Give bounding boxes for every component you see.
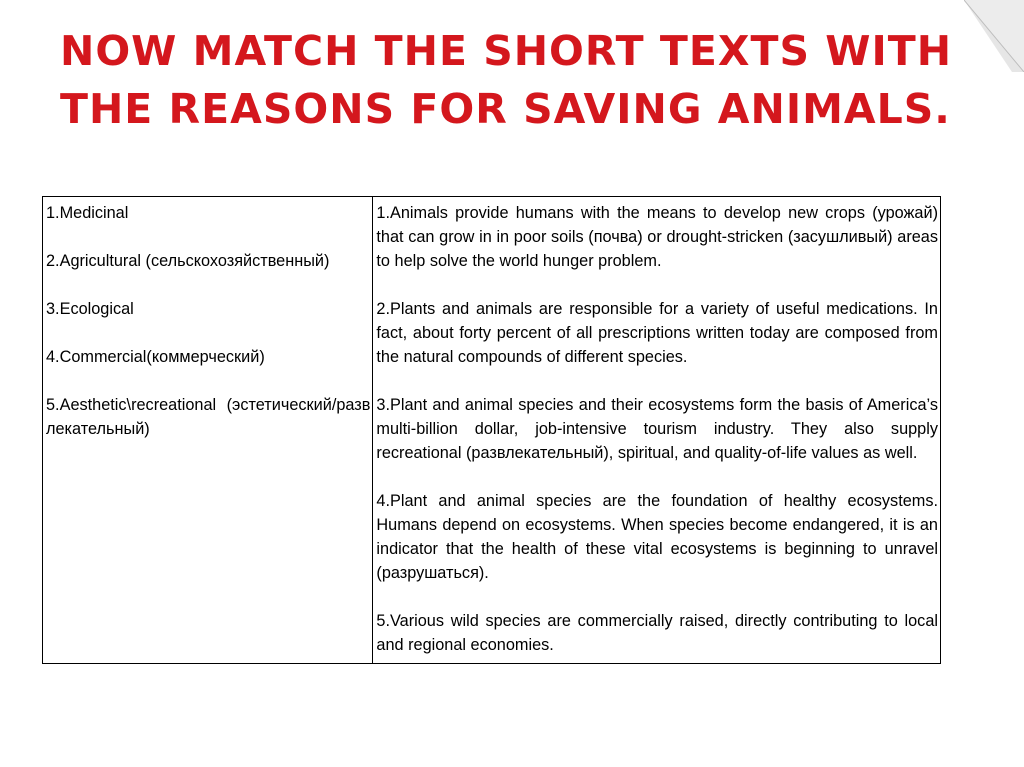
slide-title: NOW MATCH THE SHORT TEXTS WITH THE REASONS FOR SAVING ANIMALS. [60, 27, 953, 133]
page-corner-fold-decoration [964, 0, 1024, 72]
texts-cell [373, 197, 941, 664]
reason-item: 4.Commercial(коммерческий) [46, 348, 265, 366]
short-text-item: 1.Animals provide humans with the means to develop new crops (урожай) that can grow in in poor soils (почва) or drought-stricken (засушливый) areas to help solve the world hunger problem. [376, 204, 938, 270]
short-text-item: 3.Plant and animal species and their ecosystems form the basis of America’s multi-billion dollar, job-intensive tourism industry. They also supply recreational (развлекательный), spiritual, and quality-of-life values as well. [376, 396, 938, 462]
table-row [43, 197, 941, 664]
reason-item: 1.Medicinal [46, 204, 129, 222]
matching-table [42, 196, 941, 664]
reason-item: 3.Ecological [46, 300, 134, 318]
reason-item: 2.Agricultural (сельскохозяйственный) [46, 252, 330, 270]
short-text-item: 4.Plant and animal species are the foundation of healthy ecosystems. Humans depend on ecosystems. When species become endangered, it is an indicator that the health of these vital ecosystems is beginning to unravel (разрушаться). [376, 492, 938, 582]
short-text-item: 5.Various wild species are commercially raised, directly contributing to local and regional economies. [376, 612, 938, 654]
reason-item: 5.Aesthetic\recreational (эстетический/развлекательный) [46, 396, 371, 438]
short-text-item: 2.Plants and animals are responsible for a variety of useful medications. In fact, about forty percent of all prescriptions written today are composed from the natural compounds of different species. [376, 300, 938, 366]
reasons-cell [43, 197, 373, 664]
